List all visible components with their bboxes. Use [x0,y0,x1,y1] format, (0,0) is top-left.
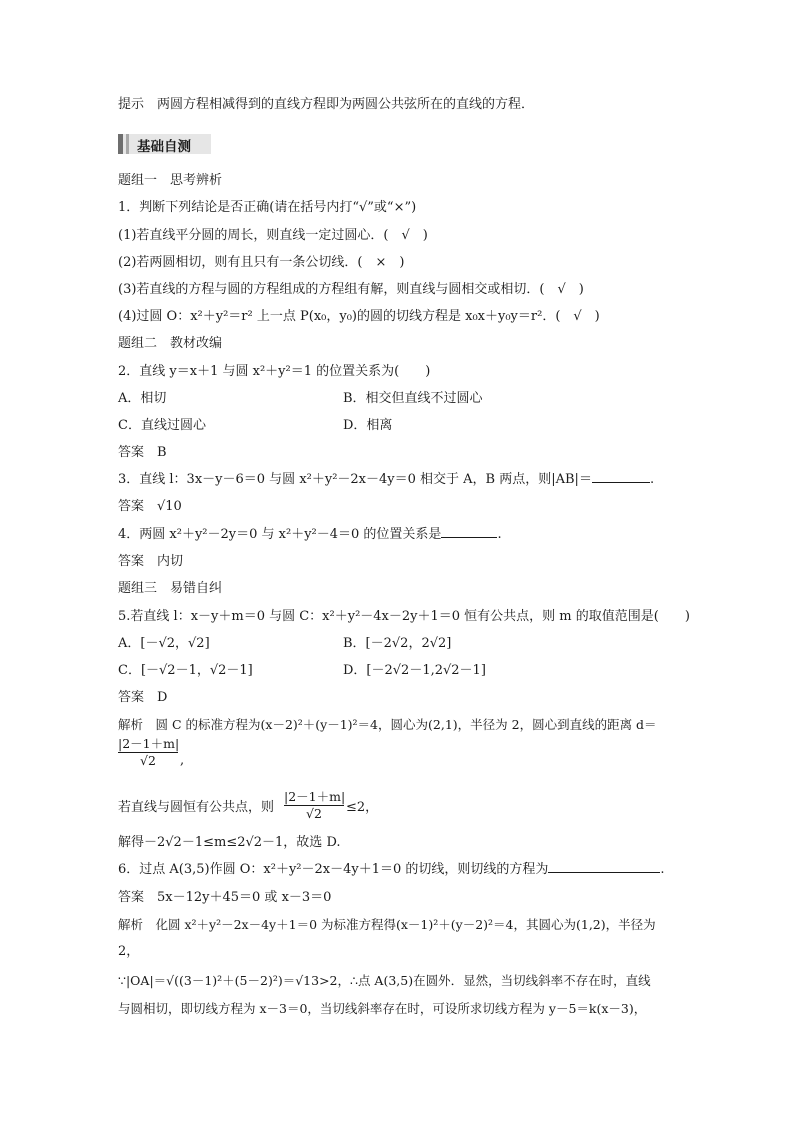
question-5-answer: 答案 D [118,690,168,705]
question-2-option-d: D．相离 [343,418,393,433]
fraction-2-denominator: √2 [306,806,322,821]
section-title: 基础自测 [137,139,191,155]
question-1-item-1: (1)若直线平分圆的周长，则直线一定过圆心．( √ ) [118,228,428,243]
question-3-stem: 3．直线 l：3x－y－6＝0 与圆 x²＋y²－2x－4y＝0 相交于 A，B 两点，则|AB|＝ [118,472,592,487]
question-3-blank [592,482,650,483]
question-2-option-c: C．直线过圆心 [118,418,206,433]
question-5-option-b: B．[－2√2，2√2] [343,636,452,651]
question-5-fraction-2 [284,787,344,821]
question-5-analysis-line-2 [118,799,274,817]
question-4-answer: 答案 内切 [118,554,184,569]
question-3-line: 3．直线 l：3x－y－6＝0 与圆 x²＋y²－2x－4y＝0 相交于 A，B 两点，则|AB|＝ . [118,472,655,487]
question-6-analysis-line-2: 2， [118,944,140,959]
question-6-blank [548,872,660,873]
hint-text: 提示 两圆方程相减得到的直线方程即为两圆公共弦所在的直线的方程． [118,97,535,112]
section-header [118,134,211,154]
analysis-2-suffix: ≤2， [346,800,379,815]
question-6-analysis-line-1: 解析 化圆 x²＋y²－2x－4y＋1＝0 为标准方程得(x－1)²＋(y－2)²＝4，其圆心为(1,2)，半径为 [118,917,656,932]
question-2-stem: 2．直线 y＝x＋1 与圆 x²＋y²＝1 的位置关系为( ) [118,364,431,379]
question-6-analysis-line-3: ∵|OA|＝√((3－1)²＋(5－2)²)＝√13>2，∴点 A(3,5)在圆外．显然，当切线斜率不存在时，直线 [118,973,651,988]
section-header-bar [126,134,129,154]
question-3-answer: 答案 √10 [118,499,182,514]
question-1-stem: 1．判断下列结论是否正确(请在括号内打“√”或“×”) [118,200,417,215]
question-5-fraction-1 [118,734,178,768]
question-2-option-b: B．相交但直线不过圆心 [343,391,483,406]
question-1-item-2: (2)若两圆相切，则有且只有一条公切线．( × ) [118,255,405,270]
fraction-1-numerator: |2－1＋m| [118,736,180,751]
group-heading-1: 题组一 思考辨析 [118,173,223,188]
question-5-analysis-line-3: 解得－2√2－1≤m≤2√2－1，故选 D. [118,835,341,850]
question-5-option-a: A．[－√2，√2] [118,636,210,651]
fraction-1-denominator: √2 [140,753,156,768]
group-heading-3: 题组三 易错自纠 [118,581,223,596]
question-6-line: 6．过点 A(3,5)作圆 O：x²＋y²－2x－4y＋1＝0 的切线，则切线的方程为 . [118,862,665,877]
question-5-analysis-line-1: 解析 圆 C 的标准方程为(x－2)²＋(y－1)²＝4，圆心为(2,1)，半径为 2，圆心到直线的距离 d＝ [118,717,657,732]
question-2-answer: 答案 B [118,445,167,460]
question-4-stem: 4．两圆 x²＋y²－2y＝0 与 x²＋y²－4＝0 的位置关系是 [118,527,442,542]
question-4-blank [441,537,497,538]
question-6-analysis-line-4: 与圆相切，即切线方程为 x－3＝0，当切线斜率存在时，可设所求切线方程为 y－5＝k(x－3)， [118,1001,647,1016]
group-heading-2: 题组二 教材改编 [118,336,223,351]
question-6-answer: 答案 5x－12y＋45＝0 或 x－3＝0 [118,890,332,905]
question-5-option-c: C．[－√2－1，√2－1] [118,663,253,678]
question-5-fraction-1-comma: , [180,753,185,768]
fraction-2-numerator: |2－1＋m| [284,789,346,804]
analysis-2-prefix: 若直线与圆恒有公共点，则 [118,800,275,815]
question-1-item-3: (3)若直线的方程与圆的方程组成的方程组有解，则直线与圆相交或相切．( √ ) [118,282,584,297]
question-2-option-a: A．相切 [118,391,167,406]
question-4-line: 4．两圆 x²＋y²－2y＝0 与 x²＋y²－4＝0 的位置关系是 . [118,527,502,542]
question-5-option-d: D．[－2√2－1,2√2－1] [343,663,486,678]
question-1-item-4: (4)过圆 O：x²＋y²＝r² 上一点 P(x₀，y₀)的圆的切线方程是 x₀x＋y₀y＝r²．( √ ) [118,309,600,324]
question-5-stem: 5.若直线 l：x－y＋m＝0 与圆 C：x²＋y²－4x－2y＋1＝0 恒有公共点，则 m 的取值范围是( ) [118,609,690,624]
question-6-stem: 6．过点 A(3,5)作圆 O：x²＋y²－2x－4y＋1＝0 的切线，则切线的方程为 [118,862,549,877]
